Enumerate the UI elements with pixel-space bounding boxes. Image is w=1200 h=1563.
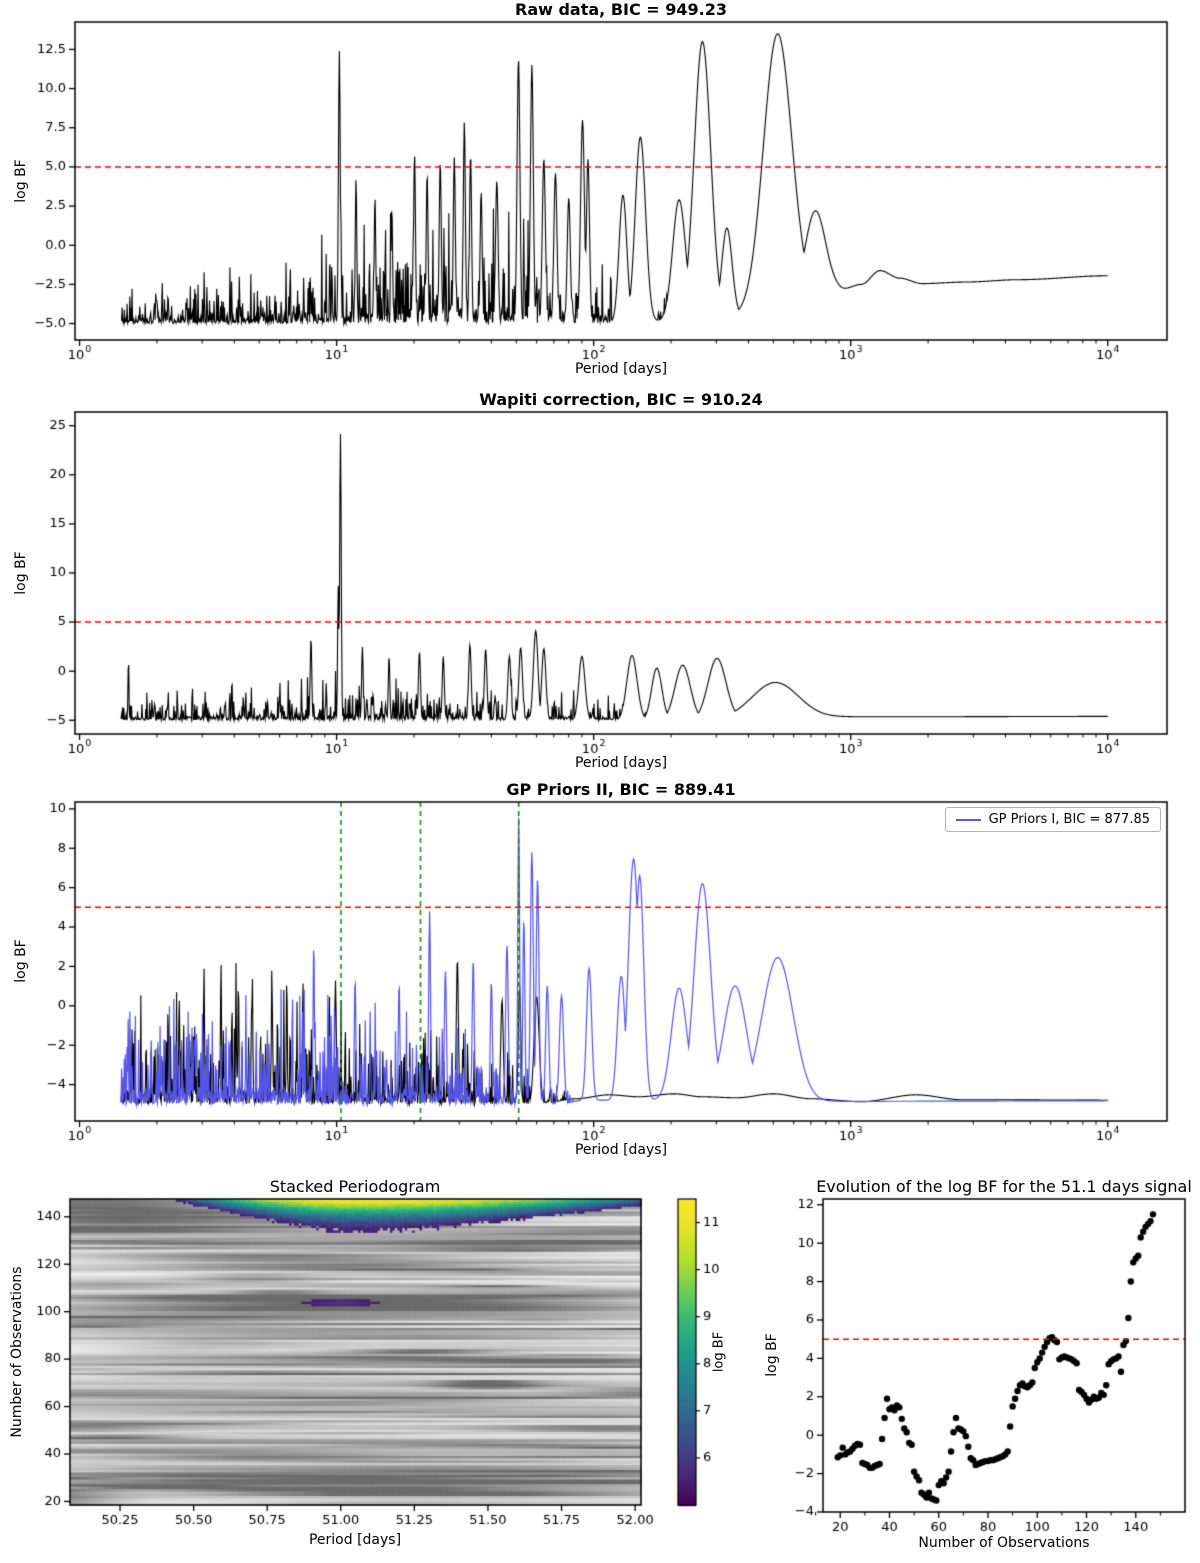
- raw-panel-title: Raw data, BIC = 949.23: [515, 0, 727, 19]
- gp-panel-ylabel: log BF: [13, 939, 29, 983]
- gp-panel-title: GP Priors II, BIC = 889.41: [506, 780, 736, 799]
- stacked-xlabel: Period [days]: [308, 1532, 402, 1548]
- colorbar-label: log BF: [711, 1331, 727, 1373]
- wapiti-panel-title: Wapiti correction, BIC = 910.24: [479, 390, 763, 409]
- raw-panel-xlabel: Period [days]: [574, 361, 668, 377]
- legend: [945, 807, 1161, 832]
- stacked-title: Stacked Periodogram: [269, 1177, 441, 1196]
- legend-label: GP Priors I, BIC = 877.85: [988, 812, 1150, 827]
- raw-panel-ylabel: log BF: [13, 159, 29, 203]
- evolution-title: Evolution of the log BF for the 51.1 days signal: [816, 1177, 1192, 1196]
- evolution-xlabel: Number of Observations: [918, 1535, 1090, 1551]
- evolution-ylabel: log BF: [764, 1333, 780, 1377]
- legend-line-sample: [956, 819, 981, 821]
- wapiti-panel-ylabel: log BF: [13, 551, 29, 595]
- gp-panel-xlabel: Period [days]: [574, 1142, 668, 1158]
- wapiti-panel-xlabel: Period [days]: [574, 755, 668, 771]
- stacked-ylabel: Number of Observations: [9, 1266, 25, 1438]
